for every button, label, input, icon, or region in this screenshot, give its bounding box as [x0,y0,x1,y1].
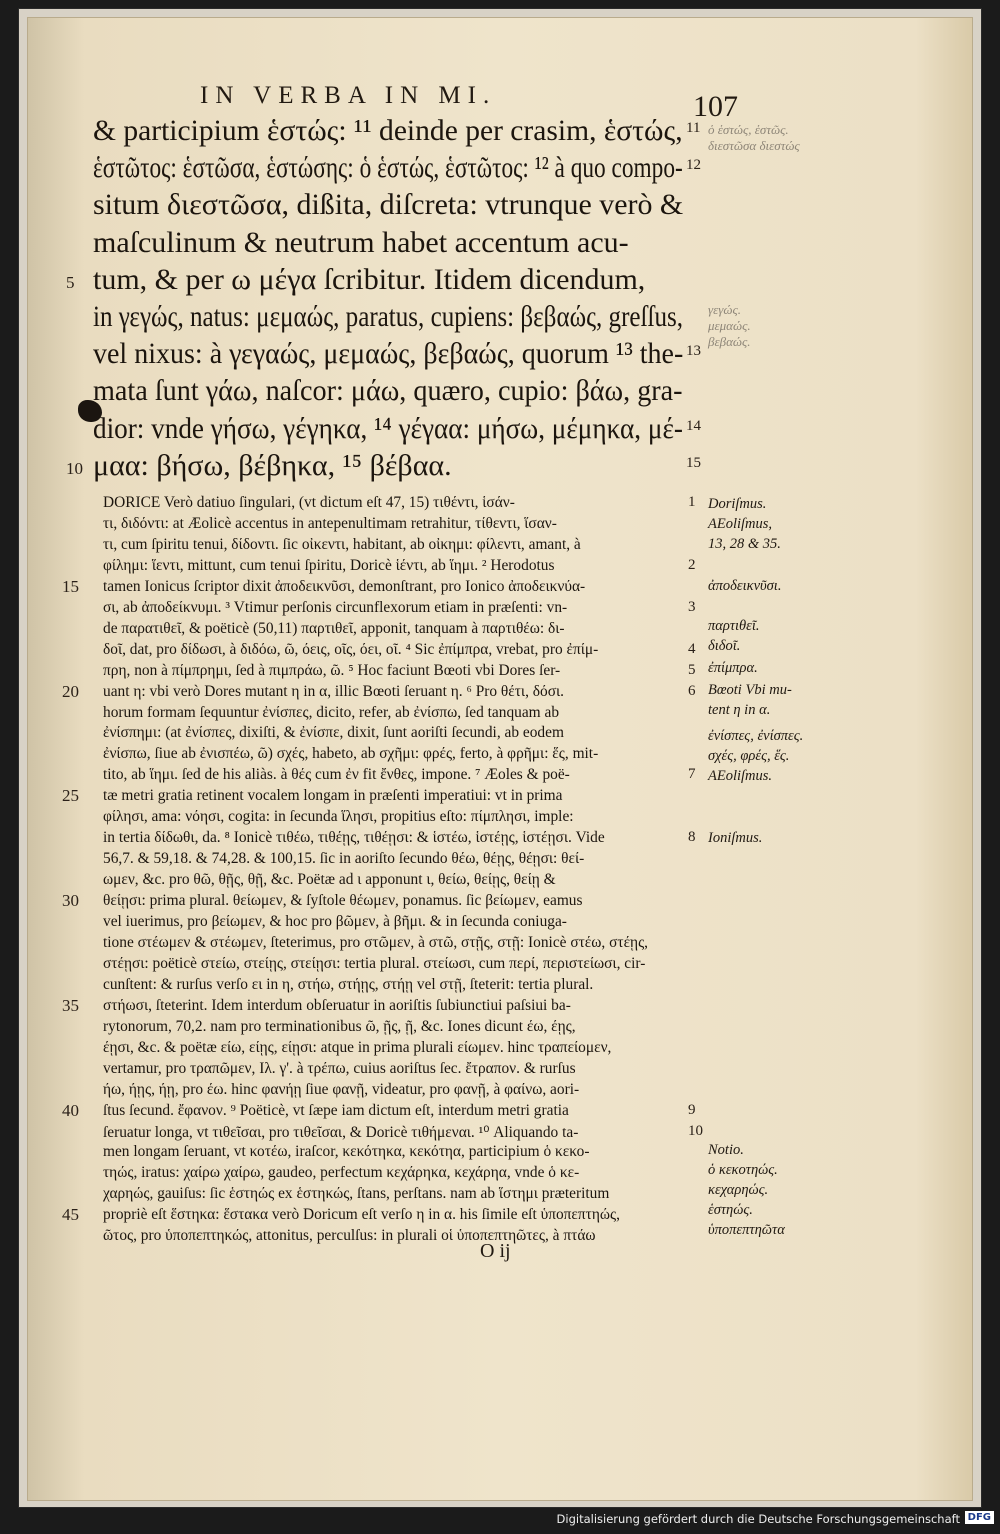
line-number: 35 [62,995,79,1015]
note-number: 6 [688,682,696,699]
commentary-line: vertamur, pro τραπῶμεν, Ιλ. γ'. à τρέπω, cuius aoriſtus ſec. ἔτραπον. & rurſus [103,1059,576,1077]
digitization-credit: Digitalisierung gefördert durch die Deutsche Forschungsgemeinschaft [556,1512,960,1526]
margin-note: Ioniſmus. [708,830,763,846]
commentary-line: τηώς, iratus: χαίρω χαίρω, gaudeo, perfectum κεχάρηκα, κεχάρηα, vnde ὁ κε- [103,1164,580,1182]
commentary-line: ωμεν, &c. pro θῶ, θῇς, θῇ, &c. Poëtæ ad ι apponunt ι, θείω, θείῃς, θείῃ & [103,871,556,889]
commentary-line: στέῃσι: poëticè στείω, στείῃς, στείῃσι: tertia plural. στείωσι, cum περί, περιστείωσι, cir- [103,954,646,972]
commentary-line: in tertia δίδωθι, da. ⁸ Ionicè τιθέω, τιθέῃς, τιθέῃσι: & ἱστέω, ἱστέῃς, ἱστέῃσι. Vide [103,829,605,847]
commentary-line: ἐνίσπημι: (at ἐνίσπες, dixiſti, & ἐνίσπε, dixit, ſunt aoriſti ſecundi, ab eodem [103,724,564,742]
margin-note: AEoliſmus. [708,768,773,784]
commentary-line: ſeruatur longa, vt τιθεῖσαι, pro τιθεῖσαι, & Doricè τιθήμεναι. ¹⁰ Aliquando ta- [103,1123,579,1141]
commentary-line: ήω, ήῃς, ήῃ, pro έω. hinc φανήῃ ſiue φανῇ, videatur, pro φανῇ, à φαίνω, aori- [103,1080,580,1098]
margin-note: διδοῖ. [708,638,741,654]
dfg-logo: DFG [965,1511,994,1524]
margin-note: σχές, φρές, ἕς. [708,748,790,764]
commentary-line: πρη, non à πίμπρημι, ſed à πιμπράω, ῶ. ⁵ Hoc faciunt Bœoti vbi Dores ſer- [103,661,561,679]
signature-mark: O ij [480,1240,511,1262]
commentary-line: στήωσι, ſteterint. Idem interdum obſeruatur in aoriſtis ſubiunctiui paſsiui ba- [103,996,571,1014]
commentary-line: φίλησι, ama: νόησι, cogita: in ſecunda ἵλησι, propitius eſto: πίμπλησι, imple: [103,808,574,826]
commentary-line: rytonorum, 70,2. nam pro terminationibus ῶ, ῇς, ῇ, &c. Iones dicunt έω, έῃς, [103,1017,576,1035]
note-number: 8 [688,829,696,846]
commentary-line: ῶτος, pro ὑποπεπτηκώς, attonitus, perculſus: in plurali οἱ ὑποπεπτηῶτες, à πτάω [103,1227,596,1245]
note-number: 2 [688,556,696,573]
large-text-line: vel nixus: à γεγαώς, μεμαώς, βεβαώς, quorum ¹³ the- [93,337,684,371]
margin-note: Notio. [708,1142,744,1158]
commentary-line: έῃσι, &c. & poëtæ είω, είῃς, είῃσι: atque in prima plurali είωμεν. hinc τραπείομεν, [103,1038,612,1056]
large-text-line: in γεγώς, natus: μεμαώς, paratus, cupiens: βεβαώς, greſſus, [93,300,684,333]
note-number: 9 [688,1101,696,1118]
note-number: 1 [688,494,696,510]
margin-note: ὑποπεπτηῶτα [708,1222,785,1238]
commentary-line: σι, ab ἀποδείκνυμι. ³ Vtimur perſonis circunflexorum etiam in præſenti: vn- [103,598,568,616]
note-number: 14 [686,417,701,434]
margin-note: βεβαώς. [708,334,751,349]
scan-frame [18,8,982,1508]
line-number: 20 [62,681,79,701]
large-text-line: situm διεστῶσα, dißita, diſcreta: vtrunque verò & [93,188,684,222]
note-number: 7 [688,766,696,783]
note-number: 3 [688,598,696,615]
large-text-line: dior: vnde γήσω, γέγηκα, ¹⁴ γέγαα: μήσω, μέμηκα, μέ- [93,411,683,445]
commentary-line: propriè eſt ἕστηκα: ἕστακα verò Doricum eſt verſo η in α. his ſimile eſt ὑποπεπτηώς, [103,1206,620,1224]
margin-note: ὁ ἑστώς, ἑστῶς. [708,122,789,137]
note-number: 10 [688,1122,703,1139]
commentary-line: cunſtent: & rurſus verſo ει in η, στήω, στήῃς, στήῃ vel στῇ, ſteterit: tertia plural. [103,975,594,993]
commentary-line: θείῃσι: prima plural. θείωμεν, & ſyſtole θέωμεν, ponamus. ſic βείωμεν, eamus [103,892,583,910]
margin-note: ἐπίμπρα. [708,660,758,676]
margin-note: ἀποδεικνῦσι. [708,578,782,594]
line-number: 45 [62,1205,79,1225]
commentary-line: de παρατιθεῖ, & poëticè (50,11) παρτιθεῖ, apponit, tanquam à παρτιθέω: δι- [103,619,565,637]
note-number: 5 [688,661,696,678]
line-number: 10 [66,458,83,478]
margin-note: tent η in α. [708,702,771,718]
commentary-line: horum formam ſequuntur ἐνίσπες, dicito, refer, ab ἐνίσπω, ſed tanquam ab [103,703,560,721]
note-number: 12 [686,157,701,174]
running-header: IN VERBA IN MI. [200,82,497,109]
page-number: 107 [693,90,738,123]
note-number: 11 [686,120,701,136]
margin-note: ἐνίσπες, ἐνίσπες. [708,728,804,744]
commentary-line: 56,7. & 59,18. & 74,28. & 100,15. ſic in aoriſto ſecundo θέω, θέῃς, θέῃσι: θεί- [103,850,585,868]
book-page [27,17,973,1501]
line-number: 15 [62,576,79,596]
margin-note: 13, 28 & 35. [708,536,781,552]
large-text-line: ἑστῶτος: ἑστῶσα, ἑστώσης: ὁ ἑστώς, ἑστῶτος: ¹² à quo compo- [93,151,683,185]
large-text-line: & participium ἑστώς: ¹¹ deinde per crasim, ἑστώς, [93,114,683,147]
commentary-line: tamen Ionicus ſcriptor dixit ἀποδεικνῦσι, demonſtrant, pro Ionico ἀποδεικνύα- [103,577,586,595]
margin-note: AEoliſmus, [708,516,773,532]
commentary-line: tione στέωμεν & στέωμεν, ſteterimus, pro στῶμεν, à στῶ, στῇς, στῇ: Ionicè στέω, στέῃς, [103,933,649,951]
large-text-line: tum, & per ω μέγα ſcribitur. Itidem dicendum, [93,262,646,296]
line-number: 40 [62,1100,79,1120]
margin-note: ὁ κεκοτηώς. [708,1162,778,1178]
margin-note: κεχαρηώς. [708,1182,769,1198]
commentary-line: δοῖ, dat, pro δίδωσι, à διδόω, ῶ, όεις, οῖς, όει, οῖ. ⁴ Sic ἐπίμπρα, vrebat, pro ἐπίμ- [103,640,599,658]
commentary-line: tito, ab ἵημι. ſed de his aliàs. à θές cum ἐν fit ἔνθες, impone. ⁷ Æoles & poë- [103,766,570,784]
margin-note: γεγώς. [708,302,741,317]
large-text-line: mata ſunt γάω, naſcor: μάω, quæro, cupio: βάω, gra- [93,374,683,408]
commentary-line: uant η: vbi verò Dores mutant η in α, illic Bœoti ſeruant η. ⁶ Pro θέτι, δόσι. [103,682,565,700]
margin-note: μεμαώς. [708,318,751,333]
large-text-line: μαα: βήσω, βέβηκα, ¹⁵ βέβαα. [93,448,452,482]
note-number: 4 [688,640,696,657]
line-number: 30 [62,891,79,911]
commentary-line: ἐνίσπω, ſiue ab ἐνισπέω, ῶ) σχές, habeto, ab σχῆμι: φρές, ferto, à φρῆμι: ἕς, mit- [103,745,599,763]
margin-note: ἑστηώς. [708,1202,753,1218]
commentary-line: men longam ſeruant, vt κοτέω, iraſcor, κεκότηκα, κεκότηα, participium ὁ κεκο- [103,1143,590,1161]
margin-note: διεστῶσα διεστώς [708,138,800,153]
margin-note: παρτιθεῖ. [708,618,760,634]
line-number: 25 [62,786,79,806]
commentary-line: tæ metri gratia retinent vocalem longam in præſenti imperatiui: vt in prima [103,787,563,805]
line-number: 5 [66,272,75,292]
margin-note: Doriſmus. [708,496,767,512]
note-number: 15 [686,454,701,471]
commentary-line: φίλημι: ἵεντι, mittunt, cum tenui ſpiritu, Doricè ἱέντι, ab ἵημι. ² Herodotus [103,556,555,574]
commentary-line: DORICE Verò datiuo ſingulari, (vt dictum eſt 47, 15) τιθέντι, ἱσάν- [103,494,515,511]
commentary-line: τι, cum ſpiritu tenui, δίδοντι. ſic οἰκεντι, habitant, ab οἰκημι: φίλεντι, amant, à [103,535,581,553]
commentary-line: χαρηώς, gauiſus: ſic ἑστηώς ex ἑστηκώς, ſtans, perſtans. nam ab ἵστημι præteritum [103,1185,610,1203]
commentary-line: τι, διδόντι: at Æolicè accentus in antepenultimam retrahitur, τίθεντι, ἵσαν- [103,514,557,532]
commentary-line: vel iuerimus, pro βείωμεν, & hoc pro βῶμεν, à βῆμι. & in ſecunda coniuga- [103,913,567,930]
note-number: 13 [686,343,701,360]
commentary-line: ſtus ſecund. ἔφανον. ⁹ Poëticè, vt ſæpe iam dictum eſt, interdum metri gratia [103,1101,569,1119]
large-text-line: maſculinum & neutrum habet accentum acu- [93,225,629,259]
margin-note: Bœoti Vbi mu- [708,682,792,698]
